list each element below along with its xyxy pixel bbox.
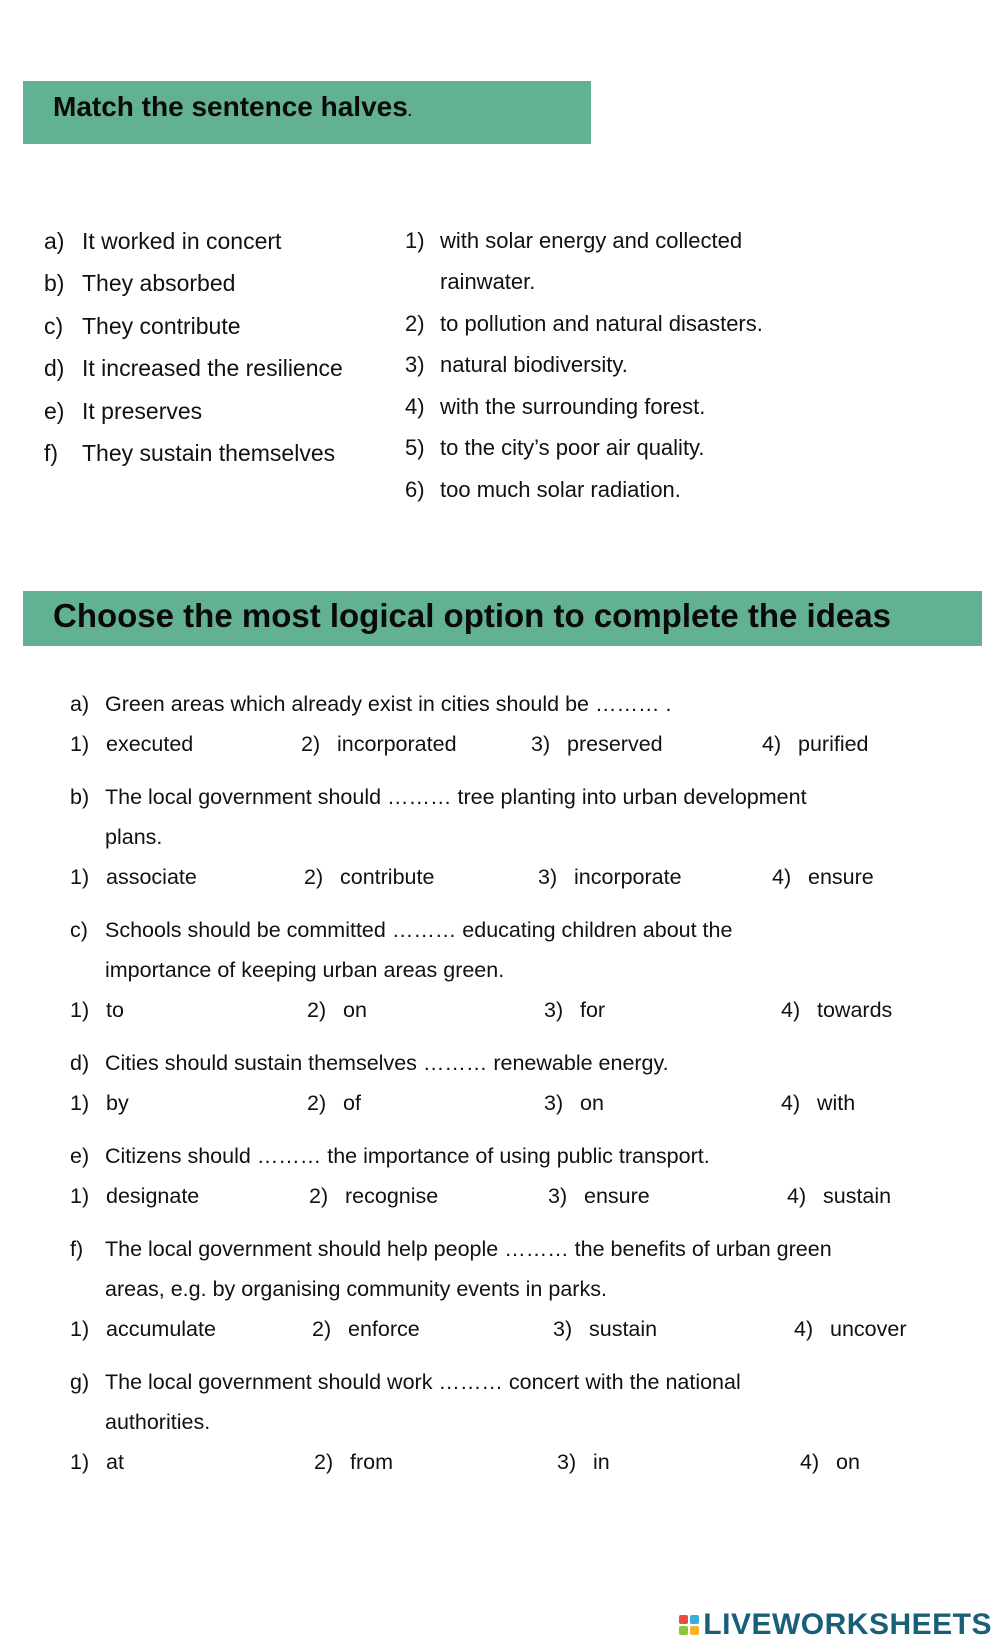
match-right-column: 1) with solar energy and collected rainwater. 2) to pollution and natural disasters. 3) natural biodiversity. 4) with the surrounding forest. 5) to the city’s poor air quality. 6) too much solar radiation. (405, 228, 763, 502)
liveworksheets-logo[interactable] (679, 1608, 992, 1642)
questions-area: a) Green areas which already exist in cities should be ……… . 1) executed 2) incorporated 3) preserved 4) purified b) The local government should ……… tree planting into urban development plans. 1) associate 2) contribute 3) incorporate 4) ensure c) Schools should be committed ……… educating children about the importance of keeping urban areas green. 1) to 2) on 3) for 4) towards d) Cities should sustain themselves ……… renewable energy. 1) by 2) of 3) on 4) with e) Citizens should ……… the importance of using public transport. 1) designate 2) recognise 3) ensure 4) sustain f) The local government should help people ……… the benefits of urban green areas, e.g. by organising community events in parks. 1) accumulate 2) enforce 3) sustain 4) uncover g) The local government should work ……… concert with the national authorities. 1) at 2) from 3) in 4) on (70, 692, 907, 1474)
section2-title: Choose the most logical option to complete the ideas (53, 597, 891, 634)
match-left-column: a) It worked in concert b) They absorbed c) They contribute d) It increased the resilience e) It preserves f) They sustain themselves (44, 228, 343, 466)
section2-banner (23, 591, 982, 646)
section1-title: Match the sentence halves. (53, 91, 412, 122)
liveworksheets-logo-icon (679, 1615, 699, 1635)
section1-banner (23, 81, 591, 144)
logo-text: LIVEWORKSHEETS (703, 1608, 992, 1641)
